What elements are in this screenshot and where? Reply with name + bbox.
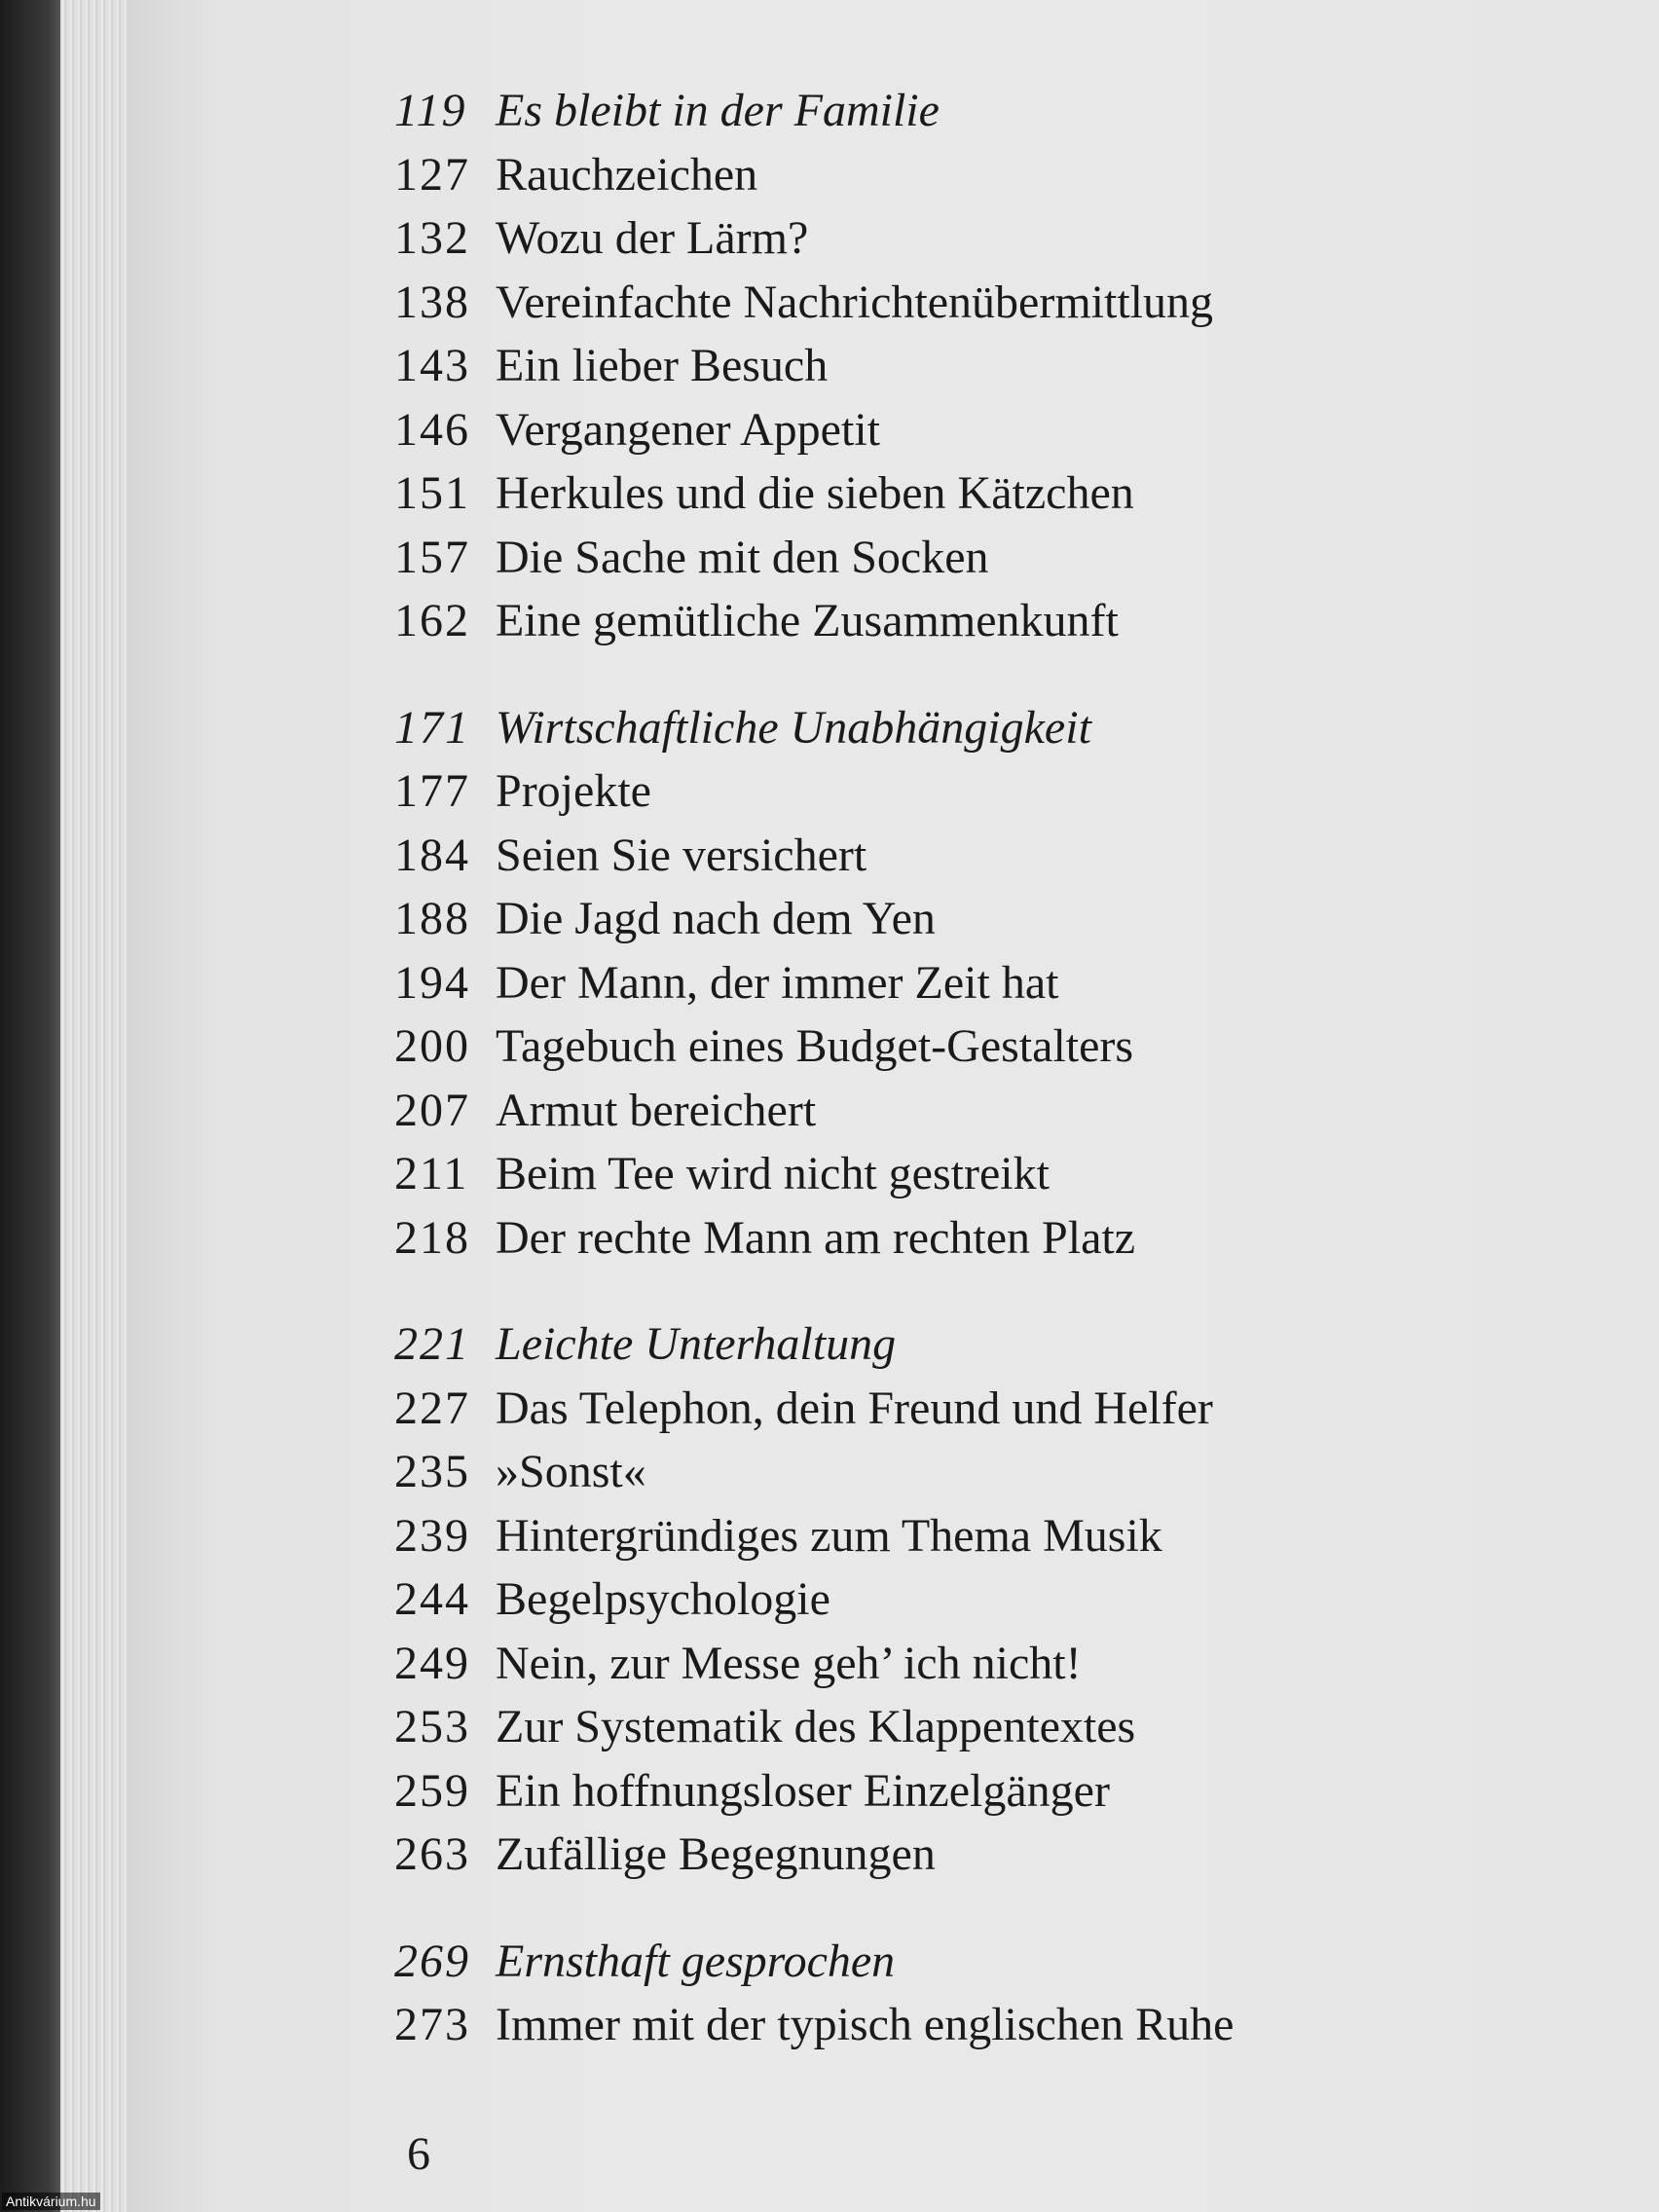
toc-page-number: 227 bbox=[394, 1382, 470, 1434]
toc-entry bbox=[394, 1509, 1563, 1573]
section-gap bbox=[394, 1274, 1563, 1317]
toc-entry bbox=[394, 1147, 1563, 1211]
toc-entry bbox=[394, 1445, 1563, 1509]
section-gap bbox=[394, 658, 1563, 701]
toc-title: Projekte bbox=[496, 765, 651, 817]
toc-title: Beim Tee wird nicht gestreikt bbox=[496, 1148, 1050, 1199]
toc-title: Wirtschaftliche Unabhängigkeit bbox=[496, 701, 1091, 754]
toc-title: Wozu der Lärm? bbox=[496, 212, 809, 264]
toc-page-number: 259 bbox=[394, 1764, 470, 1817]
toc-page-number: 157 bbox=[394, 531, 470, 583]
toc-title: Eine gemütliche Zusammenkunft bbox=[496, 595, 1119, 646]
toc-page-number: 119 bbox=[394, 85, 467, 136]
toc-page-number: 221 bbox=[394, 1318, 470, 1370]
toc-title: Rauchzeichen bbox=[496, 148, 758, 201]
toc-entry bbox=[394, 1019, 1563, 1084]
toc-section-heading bbox=[394, 701, 1563, 765]
toc-title: Hintergründiges zum Thema Musik bbox=[496, 1509, 1162, 1562]
toc-page-number: 138 bbox=[394, 276, 470, 328]
toc-title: Ernsthaft gesprochen bbox=[496, 1935, 896, 1987]
toc-title: Leichte Unterhaltung bbox=[496, 1318, 897, 1370]
toc-entry bbox=[394, 1764, 1563, 1828]
toc-title: Zur Systematik des Klappentextes bbox=[496, 1701, 1136, 1752]
toc-page-number: 177 bbox=[394, 765, 470, 817]
toc-page-number: 194 bbox=[394, 956, 470, 1009]
page-number: 6 bbox=[407, 2128, 430, 2180]
toc-page-number: 263 bbox=[394, 1828, 470, 1880]
toc-entry bbox=[394, 892, 1563, 956]
toc-title: Begelpsychologie bbox=[496, 1573, 830, 1625]
toc-title: Vereinfachte Nachrichtenübermittlung bbox=[496, 276, 1214, 328]
toc-title: Der rechte Mann am rechten Platz bbox=[496, 1211, 1136, 1264]
toc-entry bbox=[394, 1998, 1563, 2062]
table-of-contents bbox=[394, 84, 1563, 2062]
toc-entry bbox=[394, 148, 1563, 212]
toc-section-heading bbox=[394, 84, 1563, 148]
toc-title: Armut bereichert bbox=[496, 1084, 817, 1136]
toc-page-number: 239 bbox=[394, 1509, 470, 1562]
toc-entry bbox=[394, 594, 1563, 658]
toc-entry bbox=[394, 956, 1563, 1020]
toc-section-heading bbox=[394, 1317, 1563, 1382]
toc-title: »Sonst« bbox=[496, 1446, 646, 1497]
toc-page-number: 143 bbox=[394, 340, 470, 391]
toc-title: Herkules und die sieben Kätzchen bbox=[496, 467, 1134, 519]
toc-page-number: 235 bbox=[394, 1446, 470, 1497]
toc-entry bbox=[394, 829, 1563, 893]
toc-page-number: 218 bbox=[394, 1211, 470, 1264]
toc-title: Immer mit der typisch englischen Ruhe bbox=[496, 1999, 1235, 2050]
toc-page-number: 162 bbox=[394, 595, 470, 646]
toc-entry bbox=[394, 531, 1563, 595]
toc-entry bbox=[394, 276, 1563, 340]
section-gap bbox=[394, 1892, 1563, 1935]
toc-title: Die Sache mit den Socken bbox=[496, 531, 989, 583]
toc-page-number: 244 bbox=[394, 1573, 470, 1625]
toc-title: Der Mann, der immer Zeit hat bbox=[496, 956, 1059, 1009]
toc-title: Zufällige Begegnungen bbox=[496, 1828, 936, 1880]
toc-title: Nein, zur Messe geh’ ich nicht! bbox=[496, 1637, 1082, 1689]
toc-entry bbox=[394, 1084, 1563, 1148]
toc-page-number: 200 bbox=[394, 1020, 470, 1072]
toc-page-number: 184 bbox=[394, 829, 470, 881]
toc-page-number: 171 bbox=[394, 701, 470, 754]
toc-title: Die Jagd nach dem Yen bbox=[496, 893, 936, 944]
toc-entry bbox=[394, 1572, 1563, 1637]
toc-title: Tagebuch eines Budget-Gestalters bbox=[496, 1020, 1134, 1072]
toc-title: Seien Sie versichert bbox=[496, 829, 867, 881]
toc-page-number: 132 bbox=[394, 212, 470, 264]
toc-page-number: 207 bbox=[394, 1084, 470, 1136]
toc-entry bbox=[394, 211, 1563, 276]
toc-title: Das Telephon, dein Freund und Helfer bbox=[496, 1382, 1213, 1434]
toc-page-number: 269 bbox=[394, 1935, 470, 1987]
toc-title: Ein hoffnungsloser Einzelgänger bbox=[496, 1764, 1110, 1817]
toc-entry bbox=[394, 1700, 1563, 1764]
toc-title: Ein lieber Besuch bbox=[496, 340, 829, 391]
toc-entry bbox=[394, 403, 1563, 467]
toc-page-number: 151 bbox=[394, 467, 470, 519]
toc-page-number: 146 bbox=[394, 403, 470, 456]
toc-page-number: 127 bbox=[394, 148, 470, 201]
toc-entry bbox=[394, 1211, 1563, 1275]
toc-page-number: 253 bbox=[394, 1701, 470, 1752]
watermark-logo: Antikvárium.hu bbox=[2, 2193, 100, 2210]
toc-title: Es bleibt in der Familie bbox=[496, 85, 940, 136]
toc-page-number: 249 bbox=[394, 1637, 470, 1689]
toc-page-number: 188 bbox=[394, 893, 470, 944]
toc-page-number: 211 bbox=[394, 1148, 469, 1199]
toc-entry bbox=[394, 1382, 1563, 1446]
toc-entry bbox=[394, 339, 1563, 403]
toc-entry bbox=[394, 1827, 1563, 1892]
toc-entry bbox=[394, 466, 1563, 531]
toc-title: Vergangener Appetit bbox=[496, 403, 880, 456]
page-edges bbox=[60, 0, 129, 2212]
toc-entry bbox=[394, 1637, 1563, 1701]
book-spine bbox=[0, 0, 60, 2212]
toc-section-heading bbox=[394, 1935, 1563, 1999]
toc-entry bbox=[394, 764, 1563, 829]
toc-page-number: 273 bbox=[394, 1999, 470, 2050]
